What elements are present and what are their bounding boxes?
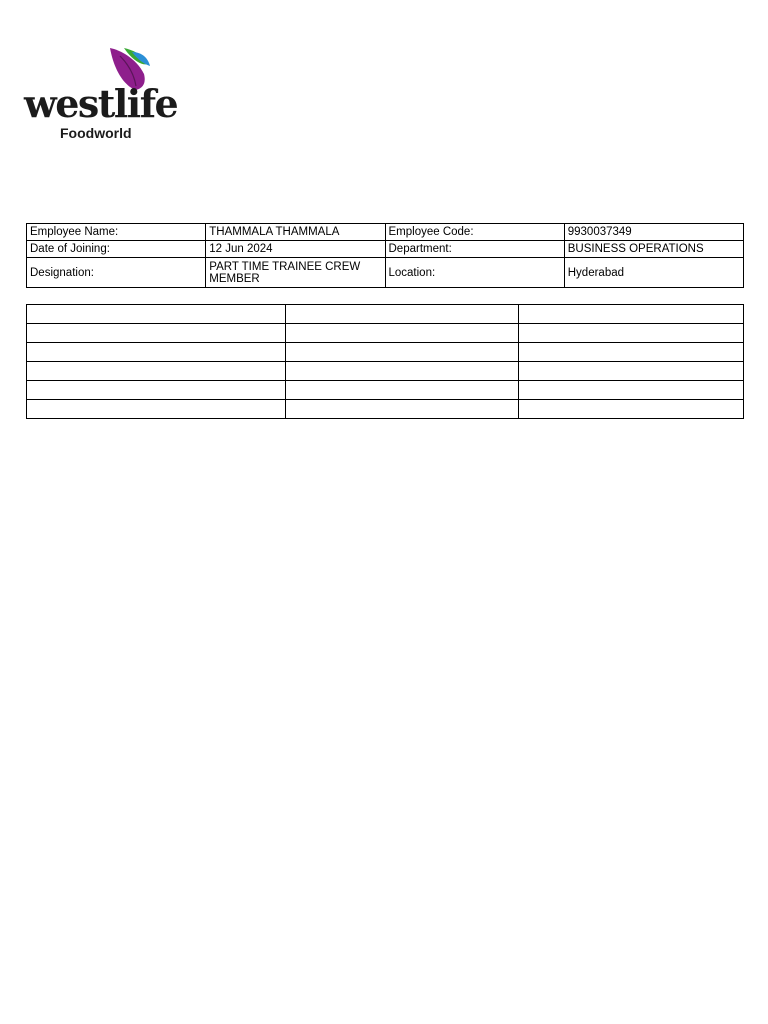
date-of-joining-value: 12 Jun 2024 xyxy=(206,241,385,258)
table-row xyxy=(27,400,744,419)
table-cell xyxy=(27,305,286,324)
table-row xyxy=(27,324,744,343)
table-cell xyxy=(518,305,743,324)
table-cell xyxy=(286,400,518,419)
employee-name-label: Employee Name: xyxy=(27,224,206,241)
table-cell xyxy=(27,381,286,400)
table-cell xyxy=(518,343,743,362)
table-row xyxy=(27,224,744,241)
table-row xyxy=(27,381,744,400)
table-row xyxy=(27,241,744,258)
location-value: Hyderabad xyxy=(564,258,743,288)
designation-label: Designation: xyxy=(27,258,206,288)
table-cell xyxy=(27,324,286,343)
blank-table xyxy=(26,304,744,419)
table-cell xyxy=(286,305,518,324)
table-row xyxy=(27,258,744,288)
logo-wordmark: westlife xyxy=(24,81,178,126)
table-cell xyxy=(518,324,743,343)
table-cell xyxy=(518,400,743,419)
employee-code-value: 9930037349 xyxy=(564,224,743,241)
designation-value: PART TIME TRAINEE CREW MEMBER xyxy=(206,258,385,288)
department-label: Department: xyxy=(385,241,564,258)
logo-subtitle: Foodworld xyxy=(60,125,132,141)
table-cell xyxy=(27,343,286,362)
table-cell xyxy=(27,400,286,419)
table-row xyxy=(27,343,744,362)
employee-name-value: THAMMALA THAMMALA xyxy=(206,224,385,241)
company-logo xyxy=(22,44,178,144)
table-cell xyxy=(518,362,743,381)
table-cell xyxy=(286,343,518,362)
table-cell xyxy=(27,362,286,381)
location-label: Location: xyxy=(385,258,564,288)
table-cell xyxy=(286,324,518,343)
table-row xyxy=(27,362,744,381)
employee-code-label: Employee Code: xyxy=(385,224,564,241)
department-value: BUSINESS OPERATIONS xyxy=(564,241,743,258)
table-cell xyxy=(518,381,743,400)
employee-info-table xyxy=(26,223,744,288)
table-cell xyxy=(286,362,518,381)
table-row xyxy=(27,305,744,324)
date-of-joining-label: Date of Joining: xyxy=(27,241,206,258)
table-cell xyxy=(286,381,518,400)
